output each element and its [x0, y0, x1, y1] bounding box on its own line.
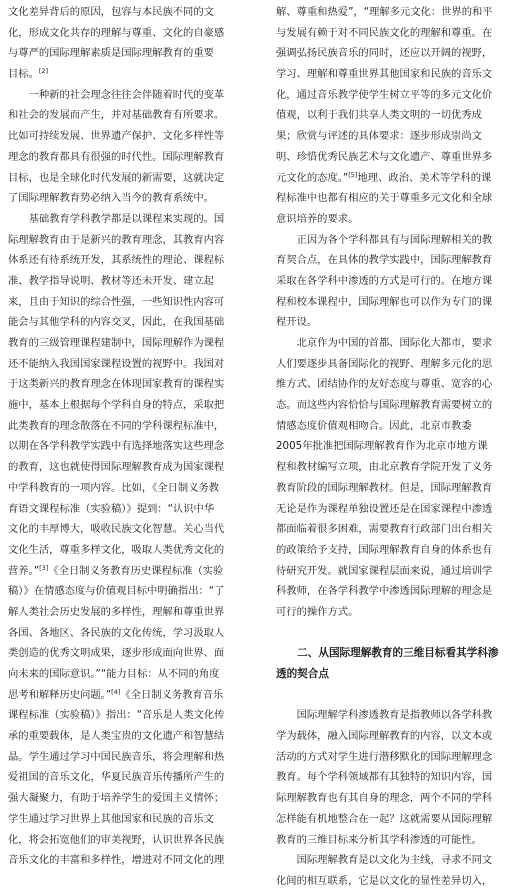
text-line: [8, 2, 254, 23]
text-line: [8, 188, 254, 209]
line-text: 人们要逐步具备国际化的视野、理解多元化的思: [276, 357, 493, 370]
line-text-continued: 地理、政治、美术等学科的课: [357, 171, 492, 184]
citation-marker: [5]: [348, 170, 358, 179]
left-text-column: [8, 2, 254, 871]
text-line: [276, 168, 506, 189]
line-text: 向未来的国际意识。”“能力目标：从不同的角度: [8, 668, 220, 680]
line-text: 施中，基本上根据每个学科自身的特点，采取把: [8, 399, 225, 412]
line-text: 一种新的社会理念往往会伴随着时代的变革: [8, 88, 225, 101]
citation-marker: [4]: [111, 687, 121, 696]
text-line: [8, 643, 254, 664]
text-line: [8, 436, 254, 457]
line-text: 活动的方式对学生进行潜移默化的国际理解理念: [276, 750, 493, 763]
line-text-continued: 《全日制义务教育音乐: [120, 688, 224, 701]
text-line: [276, 250, 506, 271]
text-line: [276, 436, 506, 457]
line-text: 能会与其他学科的内容交叉，因此，在我国基础: [8, 316, 225, 329]
text-line: [276, 809, 506, 830]
line-text: 稿）》在情感态度与价值观目标中明确指出：“了: [8, 585, 225, 598]
line-text: 学生通过学习世界上其他国家和民族的音乐文: [8, 812, 214, 825]
line-text: 还不能纳入我国国家课程设置的视野中。我国对: [8, 357, 225, 370]
text-line: [8, 581, 254, 602]
line-text: 情感态度价值观相吻合。因此，北京市教委: [276, 419, 472, 432]
line-text: 来，且由于知识的综合性强，一些知识性内容可: [8, 295, 225, 308]
line-text: 教育阶段的国际理解教材。但是，国际理解教育: [276, 481, 493, 494]
line-text: 文化的丰厚博大，吸收民族文化智慧。关心当代: [8, 523, 225, 536]
text-line: [276, 43, 506, 64]
line-text: 都面临着很多困难，需要教育行政部门出台相关: [276, 523, 493, 536]
line-text: 科教师，在各学科教学中渗透国际理解的理念是: [276, 585, 493, 598]
text-line: [276, 85, 506, 106]
text-line: [8, 85, 254, 106]
text-line: [276, 519, 506, 540]
line-text: 此类教育的理念散落在不同的学科课程标准中，: [8, 419, 225, 432]
text-line: [8, 271, 254, 292]
line-text: 育语文课程标准（实验稿）》提到：“认识中华: [8, 502, 215, 515]
text-line: [276, 685, 506, 706]
line-text: 国际理解学科渗透教育是指教师以各学科教: [276, 709, 493, 722]
text-line: [8, 809, 254, 830]
line-text: 的教育，这也就使得国际理解教育成为国家课程: [8, 461, 225, 474]
line-text: 程标准中也都有相应的关于尊重多元文化和全球: [276, 192, 493, 205]
text-line: [8, 64, 254, 85]
text-line: [276, 312, 506, 333]
text-line: [8, 457, 254, 478]
text-line: [276, 850, 506, 871]
text-line: [276, 478, 506, 499]
line-text: 准、教学指导说明、教材等还未开发、建立起: [8, 274, 214, 287]
line-text: 透的契合点: [276, 668, 329, 680]
line-text: 以期在各学科教学实践中有选择地落实这些理念: [8, 440, 225, 453]
line-text: 目标。: [8, 68, 39, 81]
text-line: [276, 105, 506, 126]
text-line: [8, 250, 254, 271]
text-line: [276, 830, 506, 851]
text-line: [8, 147, 254, 168]
text-line: [8, 499, 254, 520]
line-text: 学习、理解和尊重世界其他国家和民族的音乐文: [276, 68, 493, 81]
text-line: [8, 623, 254, 644]
line-text: 于这类新兴的教育理念在体现国家教育的课程实: [8, 378, 225, 391]
line-text: 国际理解教育是以文化为主线，寻求不同文: [276, 854, 493, 867]
line-text: 化，将会拓宽他们的审美视野，认识世界各民族: [8, 833, 225, 846]
text-line: [276, 457, 506, 478]
text-line: [276, 271, 506, 292]
text-line: [8, 395, 254, 416]
line-text: 可行的操作方式。: [276, 605, 359, 618]
line-text: 程和校本课程中，国际理解也可以作为专门的课: [276, 295, 493, 308]
line-text: 与发展有赖于对不同民族文化的理解和尊重。在: [276, 26, 493, 39]
text-line: [276, 2, 506, 23]
line-text: 中学科教育的一项内容。比如，《全日制义务教: [8, 481, 220, 494]
text-line: [8, 168, 254, 189]
line-text: 无论是作为课程单独设置还是在国家课程中渗透: [276, 502, 493, 515]
text-line: [276, 292, 506, 313]
line-text: 程和教材编写立项，由北京教育学院开发了义务: [276, 461, 493, 474]
text-line: [8, 43, 254, 64]
line-text: 体系还有待系统开发，其系统性的理论、课程标: [8, 254, 225, 267]
line-text: 的政策给予支持，国际理解教育自身的体系也有: [276, 543, 493, 556]
line-text: 承的重要载体，是人类宝贵的文化遗产和智慧结: [8, 730, 225, 743]
text-line: [276, 705, 506, 726]
citation-marker: [2]: [38, 67, 49, 76]
text-line: [276, 788, 506, 809]
line-text: 化，形成文化共存的理解与尊重、文化的自豪感: [8, 26, 225, 39]
text-line: [8, 478, 254, 499]
text-line: [8, 292, 254, 313]
text-line: [276, 23, 506, 44]
line-text: 正因为各个学科都具有与国际理解相关的教: [276, 233, 493, 246]
line-text: 各国、各地区、各民族的文化传统，学习汲取人: [8, 626, 225, 639]
text-line: [8, 416, 254, 437]
text-line: [276, 230, 506, 251]
text-line: [8, 374, 254, 395]
line-text: 晶。学生通过学习中国民族音乐，将会理解和热: [8, 750, 225, 763]
line-text: 营养。”: [8, 564, 40, 577]
line-text: 化，通过音乐教学使学生树立平等的多元文化价: [276, 88, 493, 101]
citation-marker: [3]: [39, 563, 49, 572]
line-text: 待研究开发。就国家课程层面来说，通过培训学: [276, 564, 493, 577]
text-line: [8, 602, 254, 623]
section-heading-line: [276, 664, 506, 685]
line-text: 采取在各学科中渗透的方式是可行的。在地方课: [276, 274, 493, 287]
text-line: [8, 747, 254, 768]
line-text: 元文化的态度。”: [276, 171, 349, 184]
text-line: [8, 664, 254, 685]
line-text: 教育的三维目标来分析其学科渗透的可能性。: [276, 833, 482, 846]
text-line: [276, 747, 506, 768]
text-line: [8, 685, 254, 706]
line-text: 课程标准（实验稿）》指出：“音乐是人类文化传: [8, 709, 225, 722]
text-line: [8, 209, 254, 230]
text-line: [8, 850, 254, 871]
line-text: 北京作为中国的首都、国际化大都市，要求: [276, 337, 493, 349]
line-text: 化间的相互联系，它是以文化的显性差异切入，: [276, 874, 493, 887]
text-line: [276, 416, 506, 437]
line-text: 类创造的优秀文明成果，逐步形成面向世界、面: [8, 647, 225, 660]
text-line: [8, 23, 254, 44]
line-text-continued: 《全日制义务教育历史课程标准（实验: [48, 564, 224, 577]
text-line: [276, 871, 506, 892]
line-text: 目标，也是全球化时代发展的新需要，这就决定: [8, 171, 225, 184]
line-text: 程开设。: [276, 316, 318, 329]
line-text: 爱祖国的音乐文化，华夏民族音乐传播所产生的: [8, 771, 225, 784]
line-text: 维方式、团结协作的友好态度与尊重、宽容的心: [276, 378, 493, 391]
text-line: [276, 209, 506, 230]
line-text: 文化生活，尊重多样文化，吸取人类优秀文化的: [8, 543, 225, 556]
line-text: 际理解教育也有其自身的理念，两个不同的学科: [276, 792, 493, 805]
line-text: 音乐文化的丰富和多样性，增进对不同文化的理: [8, 854, 225, 867]
text-line: [276, 395, 506, 416]
line-text: 2005年批准把国际理解教育作为北京市地方课: [276, 440, 488, 453]
text-line: [276, 623, 506, 644]
line-text: 比如可持续发展、世界遗产保护、文化多样性等: [8, 130, 225, 143]
line-text: 文化差异背后的原因，包容与本民族不同的文: [8, 6, 214, 18]
text-line: [276, 64, 506, 85]
line-text: 际理解教育由于是新兴的教育理念，其教育内容: [8, 233, 225, 246]
text-line: [8, 830, 254, 851]
text-line: [276, 374, 506, 395]
line-text: 育契合点，在具体的教学实践中，国际理解教育: [276, 254, 493, 267]
text-line: [8, 230, 254, 251]
section-heading-line: [276, 643, 506, 664]
line-text: 基础教育学科教学都是以课程来实现的。国: [8, 212, 225, 225]
text-line: [8, 333, 254, 354]
line-text: 理念的教育都具有很强的时代性。国际理解教育: [8, 150, 225, 163]
text-line: [8, 767, 254, 788]
text-line: [276, 333, 506, 354]
line-text: 怎样能有机地整合在一起？这就需要从国际理解: [276, 812, 493, 825]
line-text: 意识培养的要求。: [276, 212, 359, 225]
text-line: [276, 561, 506, 582]
line-text: 了国际理解教育势必纳入当今的教育系统中。: [8, 192, 214, 205]
line-text: 明、珍惜优秀民族艺术与文化遗产、尊重世界多: [276, 150, 493, 163]
text-line: [8, 540, 254, 561]
text-line: [276, 354, 506, 375]
text-line: [276, 188, 506, 209]
text-line: [276, 540, 506, 561]
line-text: 解、尊重和热爱”，“理解多元文化：世界的和平: [276, 6, 493, 18]
line-text: 强调弘扬民族音乐的同时，还应以开阔的视野，: [276, 47, 493, 60]
line-text: 解人类社会历史发展的多样性，理解和尊重世界: [8, 605, 225, 618]
text-line: [276, 499, 506, 520]
line-text: 与尊严的国际理解素质是国际理解教育的重要: [8, 47, 214, 60]
text-line: [8, 726, 254, 747]
line-text: 思考和解释历史问题。”: [8, 688, 112, 701]
text-line: [8, 354, 254, 375]
text-line: [276, 767, 506, 788]
text-line: [276, 602, 506, 623]
line-text: 教育。每个学科领域都有其独特的知识内容，国: [276, 771, 493, 784]
line-text: 和社会的发展而产生，并对基础教育有所要求。: [8, 109, 225, 122]
line-text: 值观，以利于我们共享人类文明的一切优秀成: [276, 109, 482, 122]
text-line: [8, 126, 254, 147]
text-line: [8, 788, 254, 809]
text-line: [8, 312, 254, 333]
right-text-column: [276, 2, 506, 892]
text-line: [8, 105, 254, 126]
text-line: [276, 126, 506, 147]
text-line: [8, 705, 254, 726]
text-line: [8, 561, 254, 582]
line-text: 果；欣赏与评述的具体要求：逐步形成崇尚文: [276, 130, 482, 143]
text-line: [276, 147, 506, 168]
line-text: 强大凝聚力，有助于培养学生的爱国主义情怀；: [8, 792, 225, 805]
text-line: [276, 726, 506, 747]
line-text: 学为载体，融入国际理解教育的内容，以文本或: [276, 730, 493, 743]
line-text: 二、从国际理解教育的三维目标看其学科渗: [276, 647, 499, 660]
text-line: [8, 519, 254, 540]
line-text: 态。而这些内容恰恰与国际理解教育需要树立的: [276, 399, 493, 412]
line-text: 教育的三级管理课程建制中，国际理解作为课程: [8, 337, 225, 349]
text-line: [276, 581, 506, 602]
